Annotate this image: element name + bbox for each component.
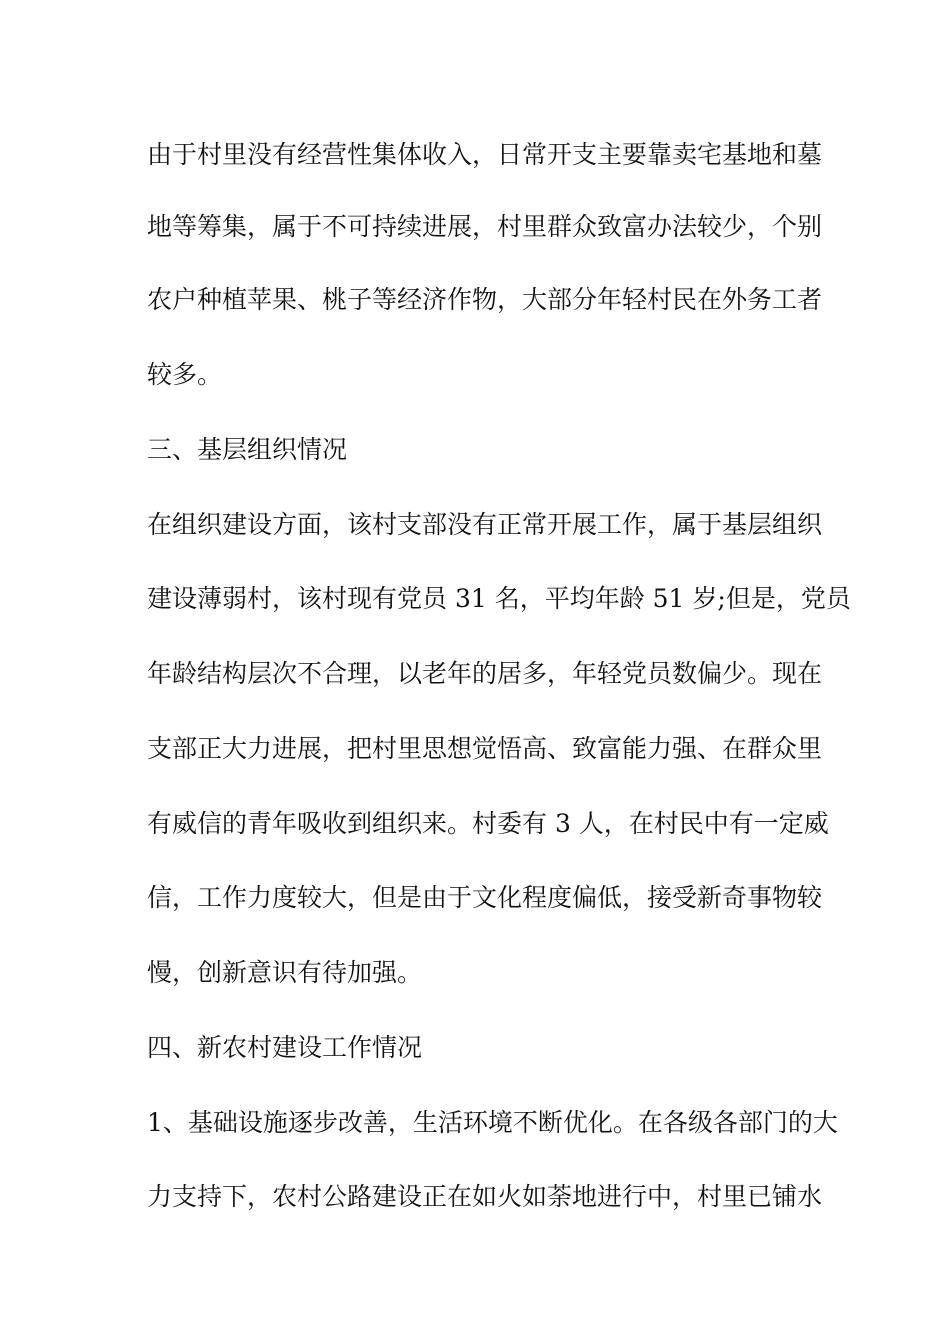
paragraph-line: 1、基础设施逐步改善，生活环境不断优化。在各级各部门的大: [147, 1108, 838, 1137]
paragraph-line: 在组织建设方面，该村支部没有正常开展工作，属于基层组织: [147, 510, 823, 539]
paragraph-line: 慢，创新意识有待加强。: [147, 958, 423, 987]
section-heading: 四、新农村建设工作情况: [147, 1033, 423, 1062]
paragraph-line: 建设薄弱村，该村现有党员 31 名，平均年龄 51 岁;但是，党员: [147, 584, 851, 613]
section-heading: 三、基层组织情况: [147, 435, 348, 464]
paragraph-line: 信，工作力度较大，但是由于文化程度偏低，接受新奇事物较: [147, 883, 823, 912]
paragraph-line: 有威信的青年吸收到组织来。村委有 3 人，在村民中有一定威: [147, 809, 829, 838]
paragraph-line: 支部正大力进展，把村里思想觉悟高、致富能力强、在群众里: [147, 734, 823, 763]
paragraph-line: 年龄结构层次不合理，以老年的居多，年轻党员数偏少。现在: [147, 659, 823, 688]
paragraph-line: 地等筹集，属于不可持续进展，村里群众致富办法较少，个别: [147, 212, 823, 241]
paragraph-line: 由于村里没有经营性集体收入，日常开支主要靠卖宅基地和墓: [147, 140, 823, 169]
paragraph-line: 较多。: [147, 360, 223, 389]
paragraph-line: 力支持下，农村公路建设正在如火如荼地进行中，村里已铺水: [147, 1182, 823, 1211]
paragraph-line: 农户种植苹果、桃子等经济作物，大部分年轻村民在外务工者: [147, 285, 823, 314]
